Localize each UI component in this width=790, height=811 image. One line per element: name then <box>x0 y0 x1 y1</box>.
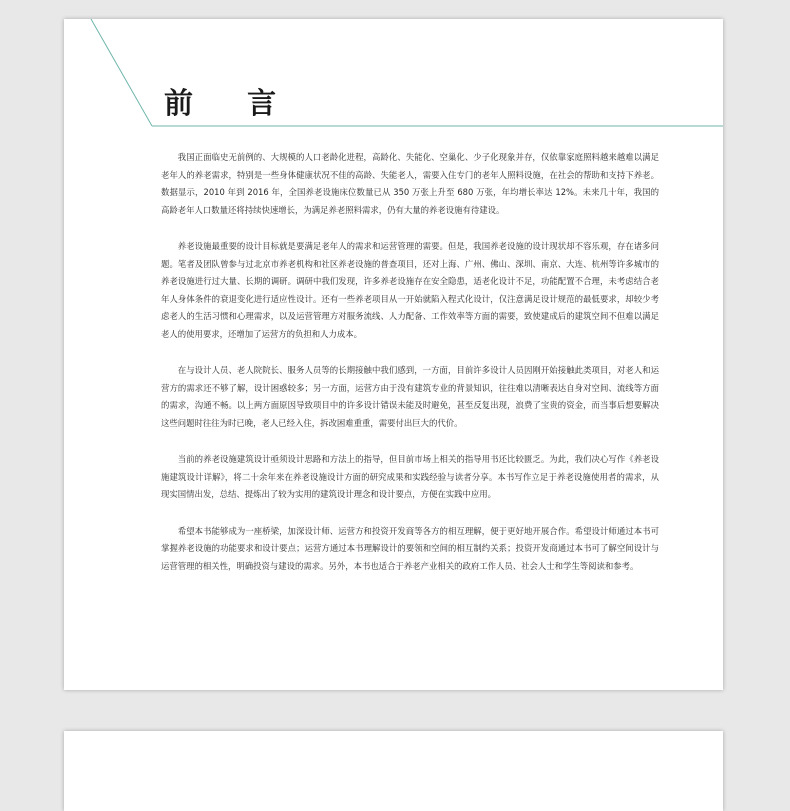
title-decoration-lines <box>64 19 723 139</box>
paragraph: 养老设施最重要的设计目标就是要满足老年人的需求和运营管理的需要。但是，我国养老设施的设计现状却不容乐观，存在诸多问题。笔者及团队曾参与过北京市养老机构和社区养老设施的普查项目，还对上海、广州、佛山、深圳、南京、大连、杭州等许多城市的养老设施进行过大量、长期的调研。调研中我们发现，许多养老设施存在安全隐患，适老化设计不足，功能配置不合理，未考虑结合老年人身体条件的衰退变化进行适应性设计。还有一些养老项目从一开始就陷入程式化设计，仅注意满足设计规范的最低要求，却较少考虑老人的生活习惯和心理需求，以及运营管理方对服务流线、人力配备、工作效率等方面的需要，致使建成后的建筑空间不但难以满足老人的使用要求，还增加了运营方的负担和人力成本。 <box>161 241 659 339</box>
page-title: 前 言 <box>164 86 299 120</box>
next-document-page <box>64 731 723 811</box>
paragraph: 当前的养老设施建筑设计亟须设计思路和方法上的指导，但目前市场上相关的指导用书还比较匮乏。为此，我们决心写作《养老设施建筑设计详解》，将二十余年来在养老设施设计方面的研究成果和实践经验与读者分享。本书写作立足于养老设施使用者的需求，从现实国情出发，总结、提炼出了较为实用的建筑设计理念和设计要点，方便在实践中应用。 <box>161 454 659 499</box>
paragraph: 我国正面临史无前例的、大规模的人口老龄化进程，高龄化、失能化、空巢化、少子化现象并存，仅依靠家庭照料越来越难以满足老年人的养老需求，特别是一些身体健康状况不佳的高龄、失能老人，需要入住专门的老年人照料设施，在社会的帮助和支持下养老。数据显示，2010 年到 2016 年，全国养老设施床位数量已从 350 万张上升至 680 万张，年均增长率达 12%。未来几十年，我国的高龄老年人口数量还将持续快速增长，为满足养老照料需求，仍有大量的养老设施有待建设。 <box>161 152 659 215</box>
diagonal-accent-line <box>91 19 152 126</box>
preface-body <box>161 149 659 594</box>
document-page <box>64 19 723 690</box>
paragraph: 在与设计人员、老人院院长、服务人员等的长期接触中我们感到，一方面，目前许多设计人员因刚开始接触此类项目，对老人和运营方的需求还不够了解，设计困惑较多；另一方面，运营方由于没有建筑专业的背景知识，往往难以清晰表达自身对空间、流线等方面的需求，沟通不畅。以上两方面原因导致项目中的许多设计错误未能及时避免，甚至反复出现，浪费了宝贵的资金，而当事后想要解决这些问题时往往为时已晚，老人已经入住，拆改困难重重，需要付出巨大的代价。 <box>161 365 659 428</box>
paragraph: 希望本书能够成为一座桥梁，加深设计师、运营方和投资开发商等各方的相互理解，便于更好地开展合作。希望设计师通过本书可掌握养老设施的功能要求和设计要点；运营方通过本书理解设计的要领和空间的相互制约关系；投资开发商通过本书可了解空间设计与运营管理的相关性，明确投资与建设的需求。另外，本书也适合于养老产业相关的政府工作人员、社会人士和学生等阅读和参考。 <box>161 525 659 571</box>
